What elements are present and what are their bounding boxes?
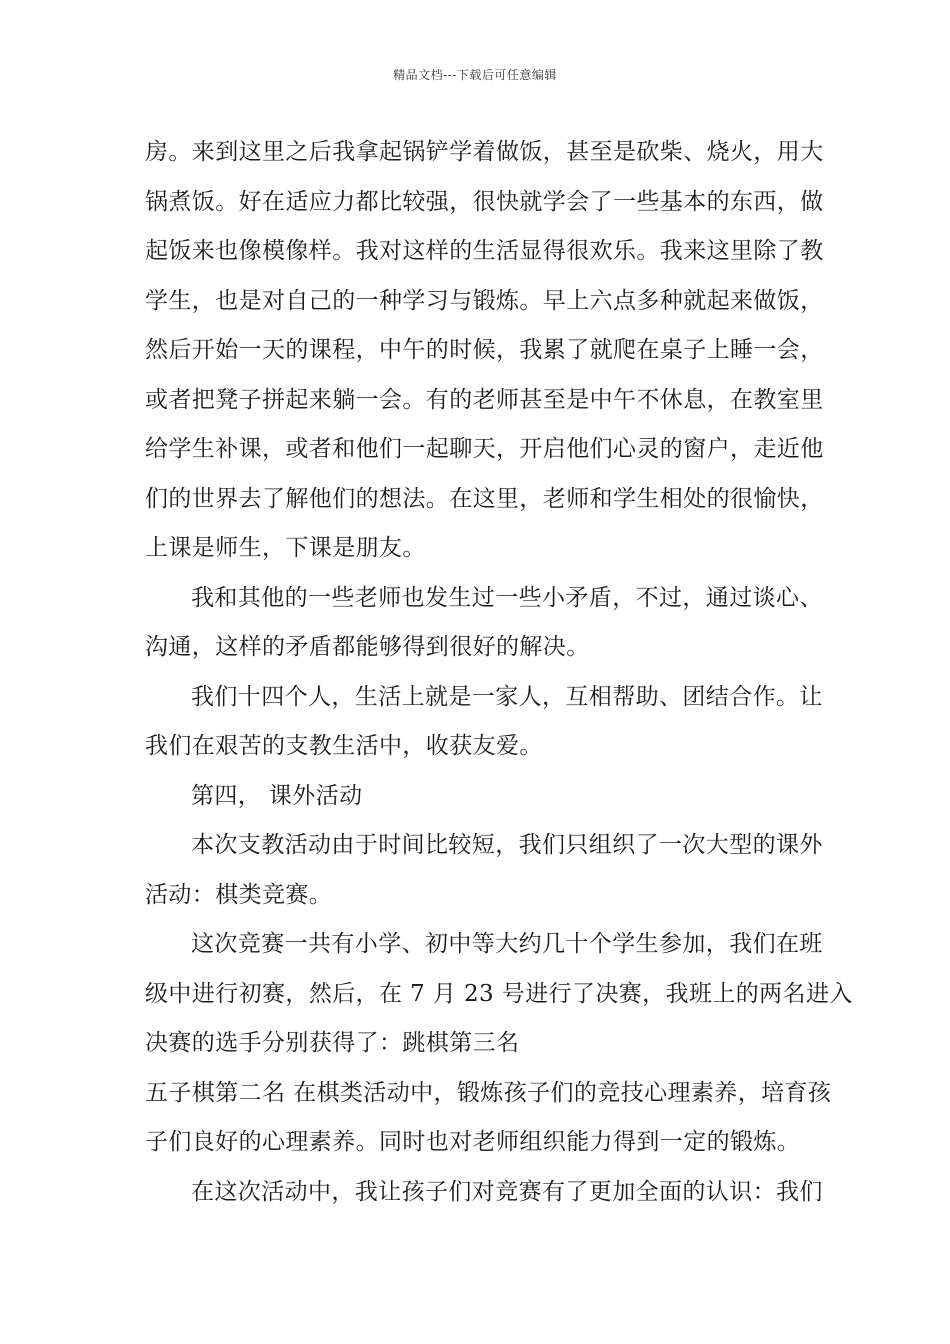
text-line: 然后开始一天的课程，中午的时候，我累了就爬在桌子上睡一会， <box>145 337 824 363</box>
text-line: 决赛的选手分别获得了：跳棋第三名 <box>145 1030 520 1056</box>
text-line: 房。来到这里之后我拿起锅铲学着做饭，甚至是砍柴、烧火，用大 <box>145 139 824 165</box>
text-line: 子们良好的心理素养。同时也对老师组织能力得到一定的锻炼。 <box>145 1129 801 1155</box>
text-line: 我们十四个人，生活上就是一家人，互相帮助、团结合作。让 <box>191 683 823 710</box>
page-header: 精品文档---下载后可任意编辑 <box>393 68 557 82</box>
text-line: 第四， 课外活动 <box>191 782 363 809</box>
text-line: 锅煮饭。好在适应力都比较强，很快就学会了一些基本的东西，做 <box>145 188 824 215</box>
text-line: 在这次活动中，我让孩子们对竞赛有了更加全面的认识：我们 <box>191 1178 823 1205</box>
text-line: 我和其他的一些老师也发生过一些小矛盾，不过，通过谈心、 <box>191 584 823 611</box>
text-line: 们的世界去了解他们的想法。在这里，老师和学生相处的很愉快， <box>145 485 824 512</box>
document-body <box>145 128 853 1217</box>
text-line: 沟通，这样的矛盾都能够得到很好的解决。 <box>145 634 590 660</box>
text-line: 上课是师生，下课是朋友。 <box>145 535 426 561</box>
text-line: 我们在艰苦的支教生活中，收获友爱。 <box>145 733 543 759</box>
text-line: 五子棋第二名 在棋类活动中，锻炼孩子们的竞技心理素养，培育孩 <box>145 1079 832 1106</box>
text-line: 活动：棋类竞赛。 <box>145 881 333 908</box>
text-line: 给学生补课，或者和他们一起聊天，开启他们心灵的窗户，走近他 <box>145 436 824 462</box>
text-line: 这次竞赛一共有小学、初中等大约几十个学生参加，我们在班 <box>191 931 823 957</box>
text-line: 起饭来也像模像样。我对这样的生活显得很欢乐。我来这里除了教 <box>145 238 824 264</box>
text-line: 级中进行初赛，然后，在 7 月 23 号进行了决赛，我班上的两名进入 <box>145 980 853 1007</box>
text-line: 或者把凳子拼起来躺一会。有的老师甚至是中午不休息，在教室里 <box>145 386 824 413</box>
text-line: 学生，也是对自己的一种学习与锻炼。早上六点多种就起来做饭， <box>145 287 824 314</box>
text-line: 本次支教活动由于时间比较短，我们只组织了一次大型的课外 <box>191 832 823 858</box>
